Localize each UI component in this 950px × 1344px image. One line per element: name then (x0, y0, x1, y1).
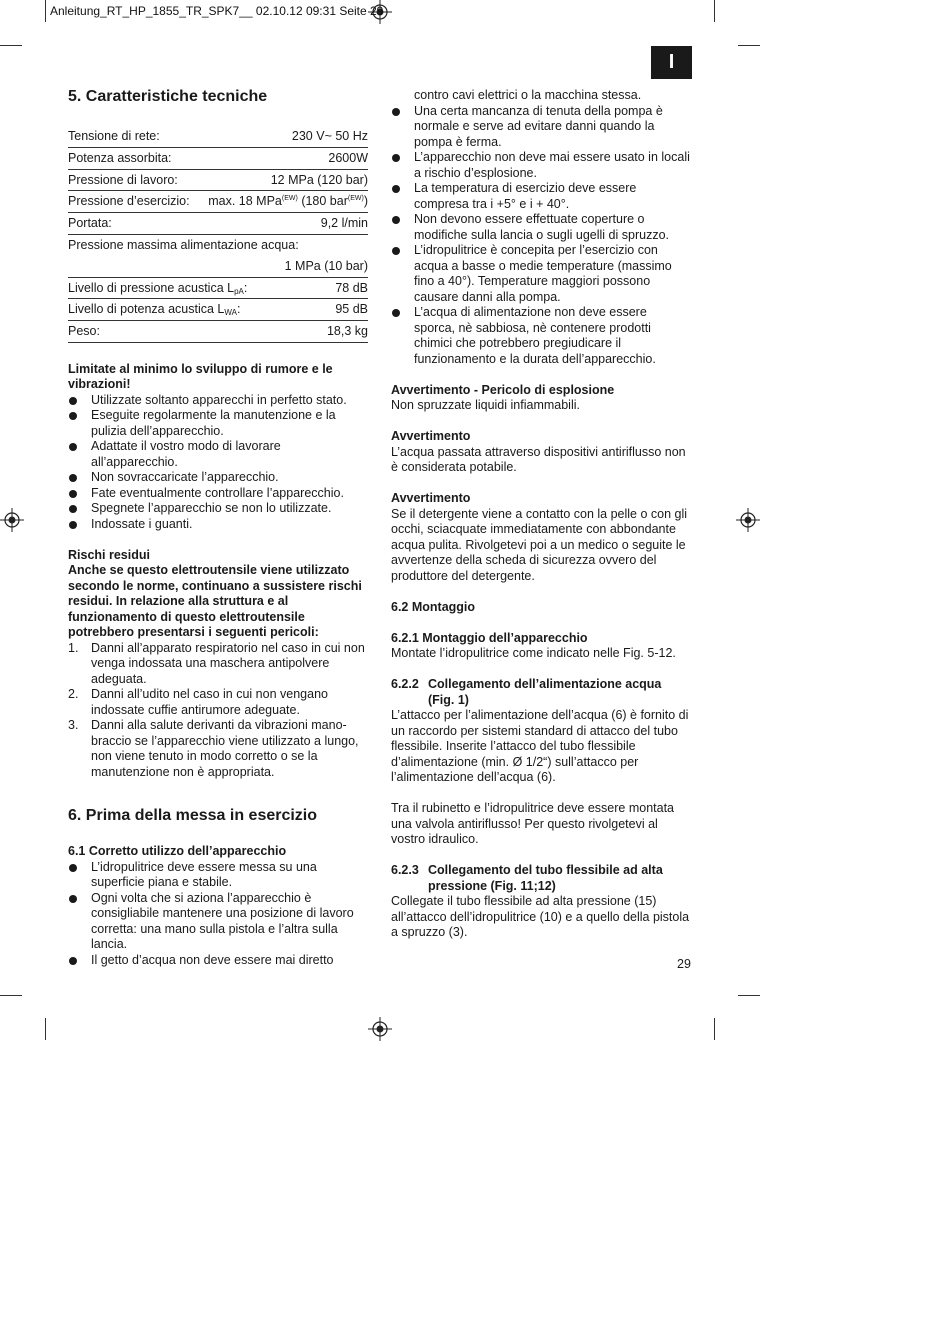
spec-row (68, 278, 368, 300)
spec-row (68, 213, 368, 235)
spec-row (68, 148, 368, 170)
spec-label (68, 278, 247, 299)
page-number: 29 (677, 957, 691, 971)
crop-mark (45, 1018, 46, 1040)
residual-heading: Rischi residui (68, 547, 150, 562)
warning-text: L’acqua passata attraverso dispositivi antiriflusso non è considerata potabile. (391, 444, 686, 474)
spec-row (68, 126, 368, 148)
list-number: 3. (68, 718, 79, 733)
section-title-text: Collegamento del tubo flessibile ad alta pressione (Fig. 11;12) (428, 863, 663, 893)
list-item: Una certa mancanza di tenuta della pompa è normale e serve ad evitare danni quando la pompa è ferma. (391, 104, 691, 151)
spec-label: Portata: (68, 216, 112, 231)
section-6-2-title: 6.2 Montaggio (391, 599, 476, 614)
list-item: La temperatura di esercizio deve essere compresa tra i +5° e i + 40°. (391, 181, 691, 212)
spec-label: Peso: (68, 324, 100, 339)
section-number: 6.2.3 (391, 863, 419, 877)
list-item: L’acqua di alimentazione non deve essere sporca, nè sabbiosa, nè contenere prodotti chimici che potrebbero pregiudicare il funzionamento e la durata dell’apparecchio. (391, 305, 691, 367)
section-5-title: 5. Caratteristiche tecniche (68, 88, 268, 105)
registration-mark-icon (0, 508, 24, 532)
list-item: L’apparecchio non deve mai essere usato in locali a rischio d’esplosione. (391, 150, 691, 181)
list-item: Fate eventualmente controllare l’apparecchio. (68, 486, 368, 502)
registration-mark-icon (736, 508, 760, 532)
spec-value-part: ) (363, 194, 368, 209)
list-item: Spegnete l’apparecchio se non lo utilizzate. (68, 501, 368, 517)
spec-label: Potenza assorbita: (68, 150, 172, 165)
noise-heading: Limitate al minimo lo sviluppo di rumore e le vibrazioni! (68, 361, 333, 392)
list-item: Indossate i guanti. (68, 517, 368, 533)
list-number: 1. (68, 640, 79, 655)
crop-mark (714, 0, 715, 22)
spec-row (68, 321, 368, 343)
spec-value: 9,2 l/min (320, 216, 368, 231)
crop-mark (738, 995, 760, 996)
crop-mark (0, 995, 22, 996)
section-6-2-2-title (391, 677, 691, 708)
section-6-title: 6. Prima della messa in esercizio (68, 807, 318, 825)
registration-mark-icon (368, 1017, 392, 1041)
list-item: Ogni volta che si aziona l’apparecchio è consigliabile mantenere una posizione di lavoro corretta: una mano sulla pistola e l’altra sulla lancia. (68, 891, 368, 953)
warning-heading: Avvertimento (391, 491, 471, 505)
spec-superscript: (EW) (347, 195, 364, 203)
spec-label (68, 299, 240, 320)
crop-mark (738, 45, 760, 46)
list-item: Utilizzate soltanto apparecchi in perfetto stato. (68, 393, 368, 409)
list-item (68, 718, 368, 780)
list-item: L’idropulitrice è concepita per l’esercizio con acqua a basse o medie temperature (massimo fino a 40°). Temperature maggiori possono causare danni alla pompa. (391, 243, 691, 305)
warning-heading: Avvertimento - Pericolo di esplosione (391, 382, 615, 397)
section-6-2-2-note: Tra il rubinetto e l’idropulitrice deve essere montata una valvola antiriflusso! Per questo rivolgetevi al vostro idraulico. (391, 801, 675, 846)
warning-text: Se il detergente viene a contatto con la pelle o con gli occhi, sciacquate immediatamente con abbondante acqua pulita. Rivolgetevi poi a un medico o seguite le avvertenze della scheda di sicurezza ovvero del produttore del detergente. (391, 506, 688, 583)
list-text: Danni alla salute derivanti da vibrazioni mano-braccio se l’apparecchio viene utilizzato a lungo, non viene tenuto in modo corretto o se la manutenzione non è appropriata. (91, 718, 359, 779)
section-6-2-1-text: Montate l’idropulitrice come indicato nelle Fig. 5-12. (391, 646, 676, 660)
crop-mark (714, 1018, 715, 1040)
crop-mark (0, 45, 22, 46)
spec-label-part: : (243, 280, 248, 295)
list-item (68, 641, 368, 688)
spec-row (68, 235, 368, 256)
language-tab: I (651, 46, 692, 79)
spec-value-part: max. 18 MPa (208, 194, 282, 209)
list-item: Non sovraccaricate l’apparecchio. (68, 470, 368, 486)
warning-heading: Avvertimento (391, 429, 471, 443)
crop-mark (45, 0, 46, 22)
right-column (391, 88, 691, 941)
spec-row (68, 299, 368, 321)
list-item (68, 687, 368, 718)
spec-value: 95 dB (335, 302, 368, 317)
section-6-2-1-title: 6.2.1 Montaggio dell’apparecchio (391, 630, 588, 645)
section-title-text: Collegamento dell’alimentazione acqua (Fig. 1) (428, 677, 662, 707)
section-6-2-2-text: L’attacco per l’alimentazione dell’acqua (6) è fornito di un raccordo per sistemi standard di attacco del tubo flessibile. Inserite l’attacco del tubo flessibile d’alimentazione (min. Ø 1/2“) sull’attacco per l’alimentazione dell’acqua (6). (391, 708, 689, 784)
continuation-text: contro cavi elettrici o la macchina stessa. (414, 88, 642, 102)
spec-row (68, 170, 368, 192)
spec-label: Pressione di lavoro: (68, 172, 178, 187)
spec-value-part: (180 bar (297, 194, 348, 209)
list-text: Danni all’apparato respiratorio nel caso in cui non venga indossata una maschera antipolvere adeguata. (91, 640, 365, 686)
list-item: Non devono essere effettuate coperture o modifiche sulla lancia o sugli ugelli di spruzzo. (391, 212, 691, 243)
section-number: 6.2.2 (391, 677, 419, 691)
section-6-2-3-title (391, 863, 691, 894)
list-item: Il getto d’acqua non deve essere mai diretto (68, 953, 368, 969)
section-6-2-3-text: Collegate il tubo flessibile ad alta pressione (15) all’attacco dell’idropulitrice (10) e a quello della pistola a spruzzo (3). (391, 894, 690, 939)
list-item: Adattate il vostro modo di lavorare all’apparecchio. (68, 439, 368, 470)
residual-list (68, 641, 368, 781)
list-number: 2. (68, 687, 79, 702)
list-item: Eseguite regolarmente la manutenzione e la pulizia dell’apparecchio. (68, 408, 368, 439)
spec-label-part: : (236, 302, 241, 317)
spec-label-part: Livello di pressione acustica L (68, 280, 235, 295)
spec-value: 2600W (328, 150, 368, 165)
spec-subscript: pA (234, 286, 244, 296)
spec-row (68, 256, 368, 278)
spec-label-part: Livello di potenza acustica L (68, 302, 225, 317)
warning-text: Non spruzzate liquidi infiammabili. (391, 398, 580, 412)
spec-subscript: WA (224, 308, 237, 318)
noise-list (68, 393, 368, 533)
spec-table (68, 126, 368, 343)
residual-intro: Anche se questo elettroutensile viene utilizzato secondo le norme, continuano a sussistere rischi residui. In relazione alla struttura e al funzionamento di questo elettroutensile potrebbero presentarsi i seguenti pericoli: (68, 563, 362, 640)
left-column (68, 87, 368, 968)
spec-row (68, 191, 368, 213)
spec-value: 230 V~ 50 Hz (291, 129, 368, 143)
print-slug: Anleitung_RT_HP_1855_TR_SPK7__ 02.10.12 09:31 Seite 29 (50, 4, 384, 18)
usage-list (68, 860, 368, 969)
usage-list-continued (391, 104, 691, 368)
list-item: L’idropulitrice deve essere messa su una superficie piana e stabile. (68, 860, 368, 891)
list-text: Danni all’udito nel caso in cui non vengano indossate cuffie antirumore adeguate. (91, 687, 328, 717)
spec-value: 78 dB (335, 280, 368, 295)
spec-value: 12 MPa (120 bar) (270, 172, 368, 187)
spec-value (208, 191, 368, 212)
spec-value: 1 MPa (10 bar) (284, 258, 368, 273)
spec-label: Tensione di rete: (68, 129, 160, 143)
spec-superscript: (EW) (281, 195, 298, 203)
spec-label: Pressione d’esercizio: (68, 194, 190, 209)
spec-label: Pressione massima alimentazione acqua: (68, 237, 299, 252)
spec-value: 18,3 kg (326, 324, 368, 339)
section-6-1-title: 6.1 Corretto utilizzo dell’apparecchio (68, 844, 287, 859)
